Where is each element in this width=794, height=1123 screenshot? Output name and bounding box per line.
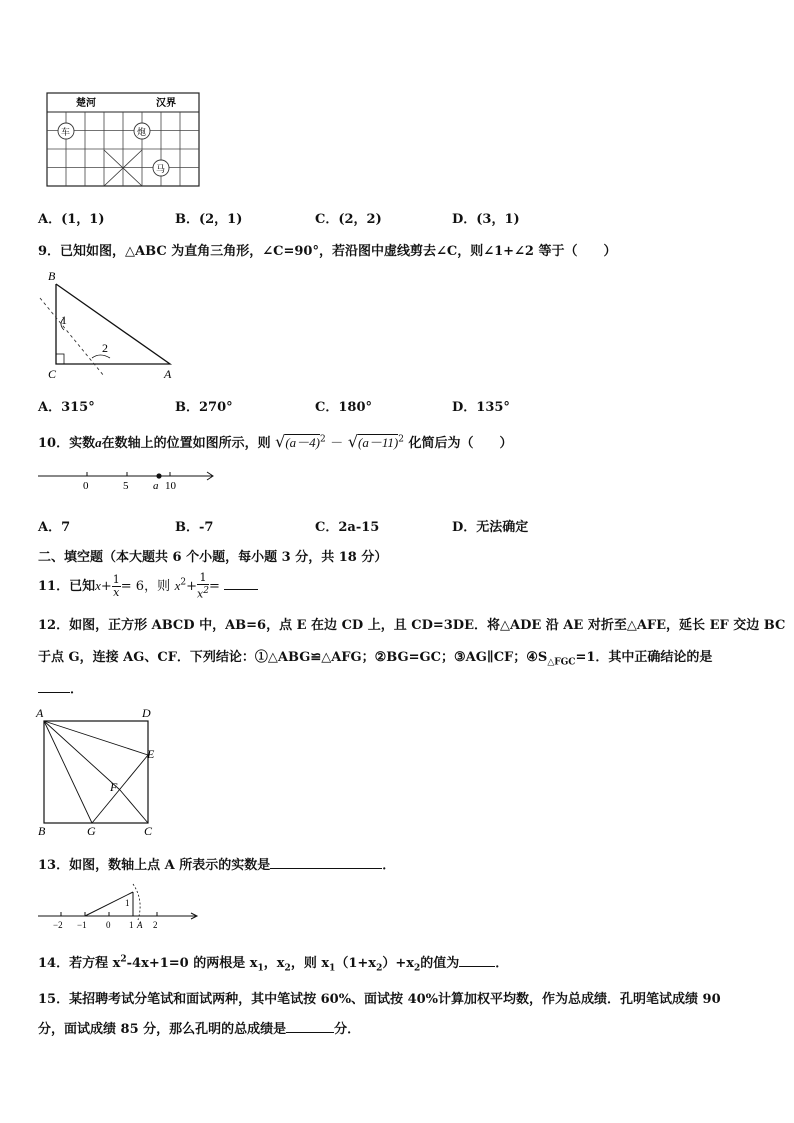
q9-option-b: B．270°: [175, 400, 233, 415]
segment-ae: [44, 721, 148, 755]
q10-option-d: D．无法确定: [452, 520, 529, 535]
label-a: A: [164, 367, 172, 380]
axis-label-neg2: −2: [53, 920, 63, 930]
q14-answer-blank[interactable]: [459, 953, 495, 967]
q11-stem: 11．已知x+ $\frac{1}{x}$ = 6，则 $x^2+$ $\frac{1}{x^2}$ =: [38, 572, 258, 601]
compass-arc: [133, 884, 140, 920]
q10-radical-1: $√(a-4)^2$: [275, 432, 326, 451]
q12-line-1: 12．如图，正方形 ABCD 中，AB=6，点 E 在边 CD 上，且 CD=3DE．将△ADE 沿 AE 对折至△AFE，延长 EF 交边 BC: [38, 618, 786, 633]
q9-option-a: A．315°: [38, 400, 95, 415]
chessboard-figure: [46, 92, 202, 188]
label-d: D: [142, 706, 151, 720]
q12-answer-blank[interactable]: [38, 679, 70, 693]
axis-label-neg1: −1: [77, 920, 87, 930]
axis-label-10: 10: [165, 480, 176, 492]
q8-option-a: A．(1，1): [38, 212, 105, 227]
chess-piece-ma: [153, 160, 169, 176]
q10-option-c: C．2a-15: [315, 520, 380, 535]
q15-answer-blank[interactable]: [286, 1019, 334, 1033]
q13-answer-blank[interactable]: [270, 855, 382, 869]
river-left-label: 楚河: [76, 98, 96, 109]
right-angle-mark: [56, 354, 64, 364]
q13-stem: 13．如图，数轴上点 A 所表示的实数是 ．: [38, 854, 395, 873]
q9-stem: 9．已知如图，△ABC 为直角三角形，∠C=90°，若沿图中虚线剪去∠C，则∠1+∠2 等于（ ）: [38, 244, 617, 259]
label-e: E: [147, 747, 155, 761]
axis-label-2: 2: [153, 920, 158, 930]
label-angle-1: 1: [61, 313, 67, 327]
segment-label-1: 1: [125, 898, 130, 908]
q10-number-line: [36, 468, 220, 492]
axis-label-0: 0: [106, 920, 111, 930]
q11-fraction-2: $\frac{1}{x^2}$: [197, 571, 209, 601]
label-a: A: [36, 706, 44, 720]
axis-label-a: A: [137, 920, 143, 930]
q10-radical-2: $√(a-11)^2$: [347, 432, 404, 451]
label-b: B: [38, 824, 46, 838]
section-2-heading: 二、填空题（本大题共 6 个小题，每小题 3 分，共 18 分）: [38, 550, 388, 565]
q12-square-figure: [34, 704, 164, 838]
q8-option-c: C．(2，2): [315, 212, 382, 227]
q14-stem: 14．若方程 $x^2-4x+1=0$ 的两根是 $x_1$，$x_2$，则 $x_1(1+x_2)+x_2$的值为 ．: [38, 954, 509, 974]
q15-line-1: 15．某招聘考试分笔试和面试两种，其中笔试按 60%、面试按 40%计算加权平均数，作为总成绩．孔明笔试成绩 90: [38, 992, 721, 1007]
triangle-abc: [56, 284, 170, 364]
svg-text:炮: 炮: [137, 127, 147, 137]
label-angle-2: 2: [102, 341, 108, 355]
q13-number-line: [36, 880, 202, 932]
point-a: [156, 473, 161, 478]
label-g: G: [87, 824, 96, 838]
axis-label-0: 0: [83, 480, 89, 492]
label-c: C: [144, 824, 153, 838]
board-grid: [47, 112, 199, 186]
svg-text:马: 马: [156, 164, 166, 174]
chess-piece-pao: [134, 123, 150, 139]
q12-line-3: ．: [38, 678, 83, 697]
q10-option-b: B．-7: [175, 520, 214, 535]
q10-option-a: A．7: [38, 520, 71, 535]
svg-text:车: 车: [61, 127, 71, 137]
q11-fraction-1: $\frac{1}{x}$: [112, 572, 120, 599]
axis-label-1: 1: [129, 920, 134, 930]
axis-label-a: a: [153, 480, 159, 492]
q15-line-2: 分，面试成绩 85 分，那么孔明的总成绩是 分．: [38, 1018, 360, 1037]
q10-stem: 10．实数a在数轴上的位置如图所示，则 $√(a-4)^2 - √(a-11)^2$ 化简后为（ ）: [38, 432, 513, 451]
label-b: B: [48, 269, 56, 283]
segment-ag: [44, 721, 92, 823]
label-f: F: [110, 780, 118, 794]
segment-fc: [120, 790, 148, 823]
axis-label-5: 5: [123, 480, 129, 492]
label-c: C: [48, 367, 57, 380]
q8-option-b: B．(2，1): [175, 212, 243, 227]
river-right-label: 汉界: [156, 98, 176, 109]
angle-2-arc: [92, 355, 110, 358]
q8-option-d: D．(3，1): [452, 212, 520, 227]
q11-answer-blank[interactable]: [224, 576, 258, 590]
segment-af: [44, 721, 120, 790]
q12-line-2: 于点 G，连接 AG、CF．下列结论：①△ABG≌△AFG；②BG=GC；③AG∥CF；$④S_{\triangle FGC}=1$．其中正确结论的是: [38, 650, 713, 668]
chess-piece-che: [58, 123, 74, 139]
q9-option-c: C．180°: [315, 400, 372, 415]
q9-option-d: D．135°: [452, 400, 510, 415]
square-abcd: [44, 721, 148, 823]
q9-triangle-figure: [34, 268, 184, 380]
